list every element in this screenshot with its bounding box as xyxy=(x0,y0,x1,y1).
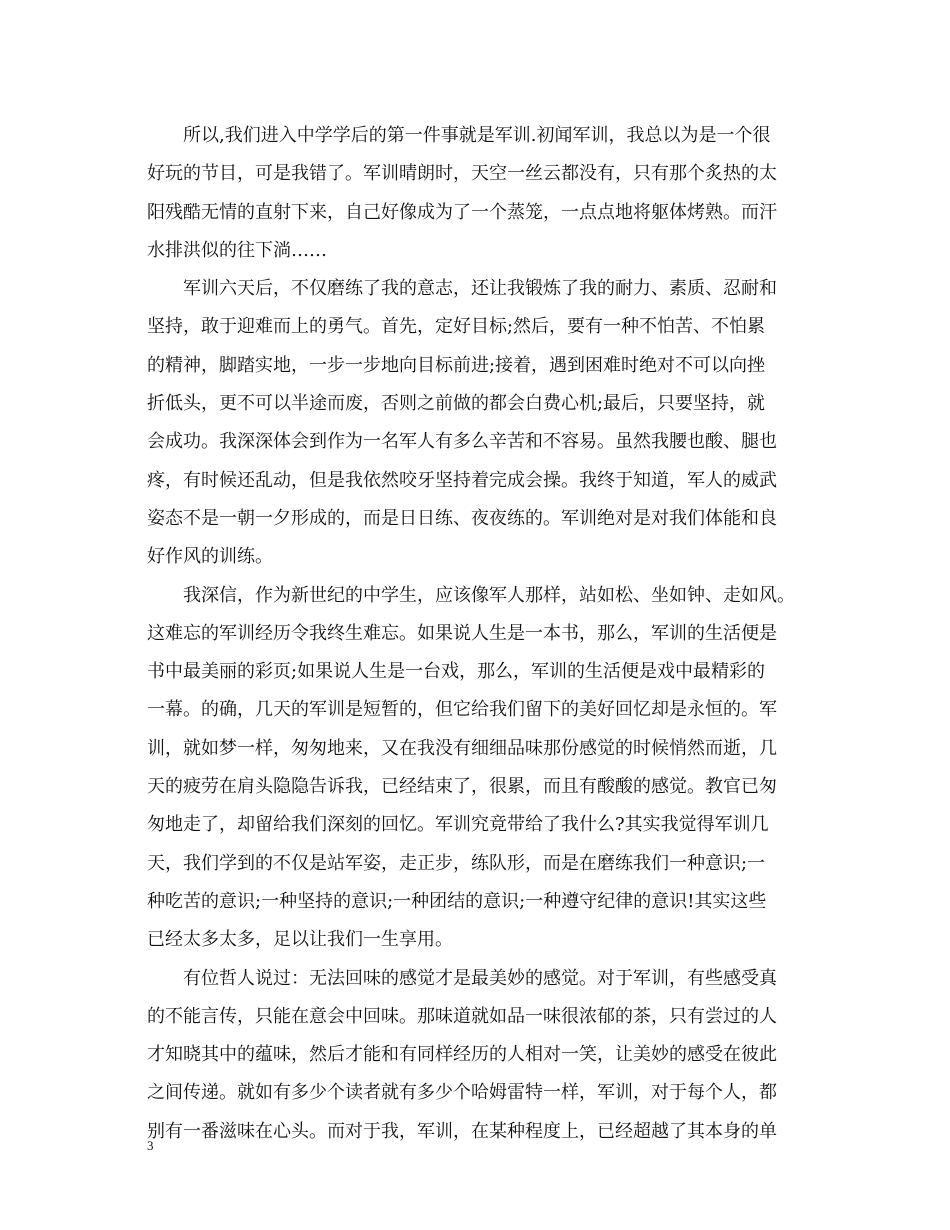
text-line: 书中最美丽的彩页;如果说人生是一台戏，那么，军训的生活便是戏中最精彩的 xyxy=(147,661,766,683)
page-number: 3 xyxy=(147,1138,154,1153)
text-line: 折低头，更不可以半途而废，否则之前做的都会白费心机;最后，只要坚持，就 xyxy=(147,393,766,415)
text-line: 天，我们学到的不仅是站军姿，走正步，练队形，而是在磨练我们一种意识;一 xyxy=(147,852,766,874)
text-line: 已经太多太多，足以让我们一生享用。 xyxy=(147,929,453,951)
text-line: 才知晓其中的蕴味，然后才能和有同样经历的人相对一笑，让美妙的感受在彼此 xyxy=(147,1044,777,1066)
text-line: 好玩的节目，可是我错了。军训晴朗时，天空一丝云都没有，只有那个炙热的太 xyxy=(147,163,777,185)
text-line: 的精神，脚踏实地，一步一步地向目标前进;接着，遇到困难时绝对不可以向挫 xyxy=(147,354,766,376)
text-line: 姿态不是一朝一夕形成的，而是日日练、夜夜练的。军训绝对是对我们体能和良 xyxy=(147,507,777,529)
text-line: 之间传递。就如有多少个读者就有多少个哈姆雷特一样，军训，对于每个人，都 xyxy=(147,1082,777,1104)
text-line: 训，就如梦一样，匆匆地来，又在我没有细细品味那份感觉的时候悄然而逝，几 xyxy=(147,737,777,759)
text-line: 会成功。我深深体会到作为一名军人有多么辛苦和不容易。虽然我腰也酸、腿也 xyxy=(147,431,777,453)
text-line: 一幕。的确，几天的军训是短暂的，但它给我们留下的美好回忆却是永恒的。军 xyxy=(147,699,777,721)
text-line: 别有一番滋味在心头。而对于我，军训，在某种程度上，已经超越了其本身的单 xyxy=(147,1120,777,1142)
text-line: 有位哲人说过：无法回味的感觉才是最美妙的感觉。对于军训，有些感受真 xyxy=(183,967,777,989)
text-line: 阳残酷无情的直射下来，自己好像成为了一个蒸笼，一点点地将躯体烤熟。而汗 xyxy=(147,201,777,223)
text-line: 军训六天后，不仅磨练了我的意志，还让我锻炼了我的耐力、素质、忍耐和 xyxy=(183,278,777,300)
text-line: 的不能言传，只能在意会中回味。那味道就如品一味很浓郁的茶，只有尝过的人 xyxy=(147,1005,777,1027)
text-line: 好作风的训练。 xyxy=(147,546,273,568)
text-line: 我深信，作为新世纪的中学生，应该像军人那样，站如松、坐如钟、走如风。 xyxy=(183,584,795,606)
text-line: 匆地走了，却留给我们深刻的回忆。军训究竟带给了我什么?其实我觉得军训几 xyxy=(147,814,769,836)
text-line: 种吃苦的意识;一种坚持的意识;一种团结的意识;一种遵守纪律的意识!其实这些 xyxy=(147,890,767,912)
text-line: 疼，有时候还乱动，但是我依然咬牙坚持着完成会操。我终于知道，军人的威武 xyxy=(147,469,777,491)
text-line: 坚持，敢于迎难而上的勇气。首先，定好目标;然后，要有一种不怕苦、不怕累 xyxy=(147,316,766,338)
text-line: 水排洪似的往下淌…… xyxy=(147,239,327,261)
body-text xyxy=(147,117,827,1151)
text-line: 天的疲劳在肩头隐隐告诉我，已经结束了，很累，而且有酸酸的感觉。教官已匆 xyxy=(147,776,777,798)
text-line: 这难忘的军训经历令我终生难忘。如果说人生是一本书，那么，军训的生活便是 xyxy=(147,622,777,644)
text-line: 所以,我们进入中学学后的第一件事就是军训.初闻军训，我总以为是一个很 xyxy=(183,125,771,146)
